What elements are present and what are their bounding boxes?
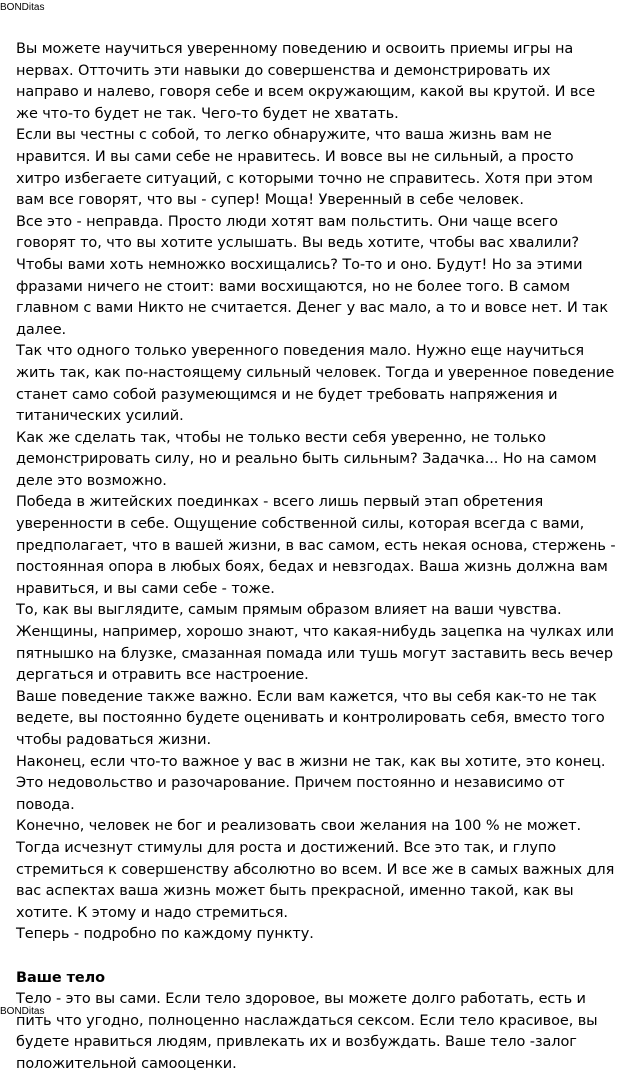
paragraph: Так что одного только уверенного поведения мало. Нужно еще научиться жить так, как по-настоящему сильный человек. Тогда и уверенное поведение станет само собой разумеющимся и не будет требовать напряжения и титанических усилий. xyxy=(16,343,615,425)
paragraph: Победа в житейских поединках - всего лишь первый этап обретения уверенности в себе. Ощущение собственной силы, которая всегда с вами, предполагает, что в вашей жизни, в вас самом, есть некая основа, стержень - постоянная опора в любых боях, бедах и невзгодах. Ваша жизнь должна вам нравиться, и вы сами себе - тоже. xyxy=(16,494,616,597)
paragraph: Как же сделать так, чтобы не только вести себя уверенно, не только демонстрировать силу, но и реально быть сильным? Задачка... Но на самом деле это возможно. xyxy=(16,429,597,489)
paragraph: Конечно, человек не бог и реализовать свои желания на 100 % не может. Тогда исчезнут стимулы для роста и достижений. Все это так, и глупо стремиться к совершенству абсолютно во всем. И все же в самых важных для вас аспектах ваша жизнь может быть прекрасной, именно такой, как вы хотите. К этому и надо стремиться. xyxy=(16,818,615,921)
paragraph: Теперь - подробно по каждому пункту. xyxy=(16,926,314,943)
page-header-label: BONDitas xyxy=(0,2,45,13)
paragraph: То, как вы выглядите, самым прямым образом влияет на ваши чувства. Женщины, например, хорошо знают, что какая-нибудь зацепка на чулках или пятнышко на блузке, смазанная помада или тушь могут заставить весь вечер дергаться и отравить все настроение. xyxy=(16,602,614,684)
page-footer-label: BONDitas xyxy=(0,1006,45,1017)
paragraph: Наконец, если что-то важное у вас в жизни не так, как вы хотите, это конец. Это недовольство и разочарование. Причем постоянно и независимо от повода. xyxy=(16,753,606,813)
paragraph: Все это - неправда. Просто люди хотят вам польстить. Они чаще всего говорят то, что вы хотите услышать. Вы ведь хотите, чтобы вас хвалили? Чтобы вами хоть немножко восхищались? То-то и оно. Будут! Но за этими фразами ничего не стоит: вами восхищаются, но не более того. В самом главном с вами Никто не считается. Денег у вас мало, а то и вовсе нет. И так далее. xyxy=(16,213,608,338)
document-body xyxy=(16,39,616,1076)
section-paragraph: Тело - это вы сами. Если тело здоровое, вы можете долго работать, есть и пить что угодно, полноценно наслаждаться сексом. Если тело красивое, вы будете нравиться людям, привлекать их и возбуждать. Ваше тело -залог положительной самооценки. xyxy=(16,991,598,1072)
paragraph: Вы можете научиться уверенному поведению и освоить приемы игры на нервах. Отточить эти навыки до совершенства и демонстрировать их направо и налево, говоря себе и всем окружающим, какой вы крутой. И все же что-то будет не так. Чего-то будет не хватать. xyxy=(16,41,596,122)
section-heading: Ваше тело xyxy=(16,969,106,986)
paragraph: Ваше поведение также важно. Если вам кажется, что вы себя как-то не так ведете, вы постоянно будете оценивать и контролировать себя, вместо того чтобы радоваться жизни. xyxy=(16,688,605,748)
paragraph: Если вы честны с собой, то легко обнаружите, что ваша жизнь вам не нравится. И вы сами себе не нравитесь. И вовсе вы не сильный, а просто хитро избегаете ситуаций, с которыми точно не справитесь. Хотя при этом вам все говорят, что вы - супер! Моща! Уверенный в себе человек. xyxy=(16,127,593,209)
